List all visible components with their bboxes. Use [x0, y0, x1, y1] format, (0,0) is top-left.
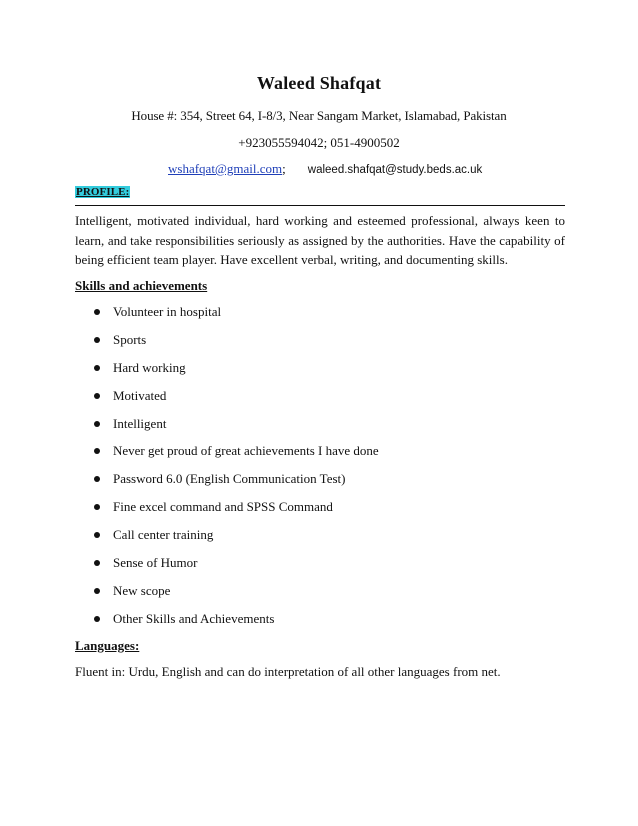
- list-item: [75, 386, 379, 414]
- list-item: [75, 609, 379, 637]
- list-item: [75, 553, 379, 581]
- email-primary-link[interactable]: wshafqat@gmail.com: [168, 161, 283, 176]
- bullet-icon: [94, 448, 100, 454]
- list-item: [75, 581, 379, 609]
- skill-label: New scope: [113, 582, 171, 598]
- skill-label: Fine excel command and SPSS Command: [113, 499, 333, 515]
- list-item: [75, 469, 379, 497]
- skill-label: Volunteer in hospital: [113, 304, 222, 319]
- bullet-icon: [94, 476, 100, 482]
- skill-label: Call center training: [113, 527, 214, 543]
- list-item: [75, 414, 379, 442]
- address-line: House #: 354, Street 64, I-8/3, Near Sangam Market, Islamabad, Pakistan: [131, 108, 507, 123]
- phone-line: +923055594042; 051-4900502: [238, 135, 400, 150]
- candidate-name: Waleed Shafqat: [256, 73, 382, 93]
- bullet-icon: [94, 337, 100, 343]
- section-divider: [75, 205, 565, 206]
- languages-text: Fluent in: Urdu, English and can do interpretation of all other languages from net.: [75, 664, 501, 679]
- bullet-icon: [94, 365, 100, 371]
- bullet-icon: [94, 309, 100, 315]
- list-item: [75, 330, 379, 358]
- email-line: [168, 161, 482, 177]
- bullet-icon: [94, 421, 100, 427]
- skill-label: Sports: [113, 331, 147, 347]
- skills-heading: Skills and achievements: [75, 278, 208, 293]
- skill-label: Hard working: [113, 359, 186, 375]
- bullet-icon: [94, 532, 100, 538]
- skill-label: Other Skills and Achievements: [113, 610, 275, 626]
- list-item: [75, 497, 379, 525]
- languages-heading: Languages:: [75, 638, 140, 653]
- bullet-icon: [94, 560, 100, 566]
- bullet-icon: [94, 504, 100, 510]
- email-secondary: waleed.shafqat@study.beds.ac.uk: [307, 164, 483, 176]
- skill-label: Motivated: [113, 387, 167, 403]
- skill-label: Sense of Humor: [113, 555, 198, 571]
- skill-label: Password 6.0 (English Communication Test): [113, 471, 346, 487]
- list-item: [75, 525, 379, 553]
- email-separator: ;: [282, 161, 286, 176]
- bullet-icon: [94, 588, 100, 594]
- bullet-icon: [94, 393, 100, 399]
- skills-list: [75, 302, 379, 637]
- skill-label: Never get proud of great achievements I have done: [113, 443, 379, 459]
- list-item: [75, 441, 379, 469]
- list-item: [75, 302, 379, 330]
- list-item: [75, 358, 379, 386]
- profile-summary: Intelligent, motivated individual, hard working and esteemed professional, always keen to learn, and take responsibilities seriously as assigned by the authorities. Have the capability of being efficient team player. Have excellent verbal, writing, and documenting skills.: [75, 213, 565, 267]
- profile-heading: PROFILE:: [76, 186, 130, 198]
- skill-label: Intelligent: [113, 415, 167, 431]
- bullet-icon: [94, 616, 100, 622]
